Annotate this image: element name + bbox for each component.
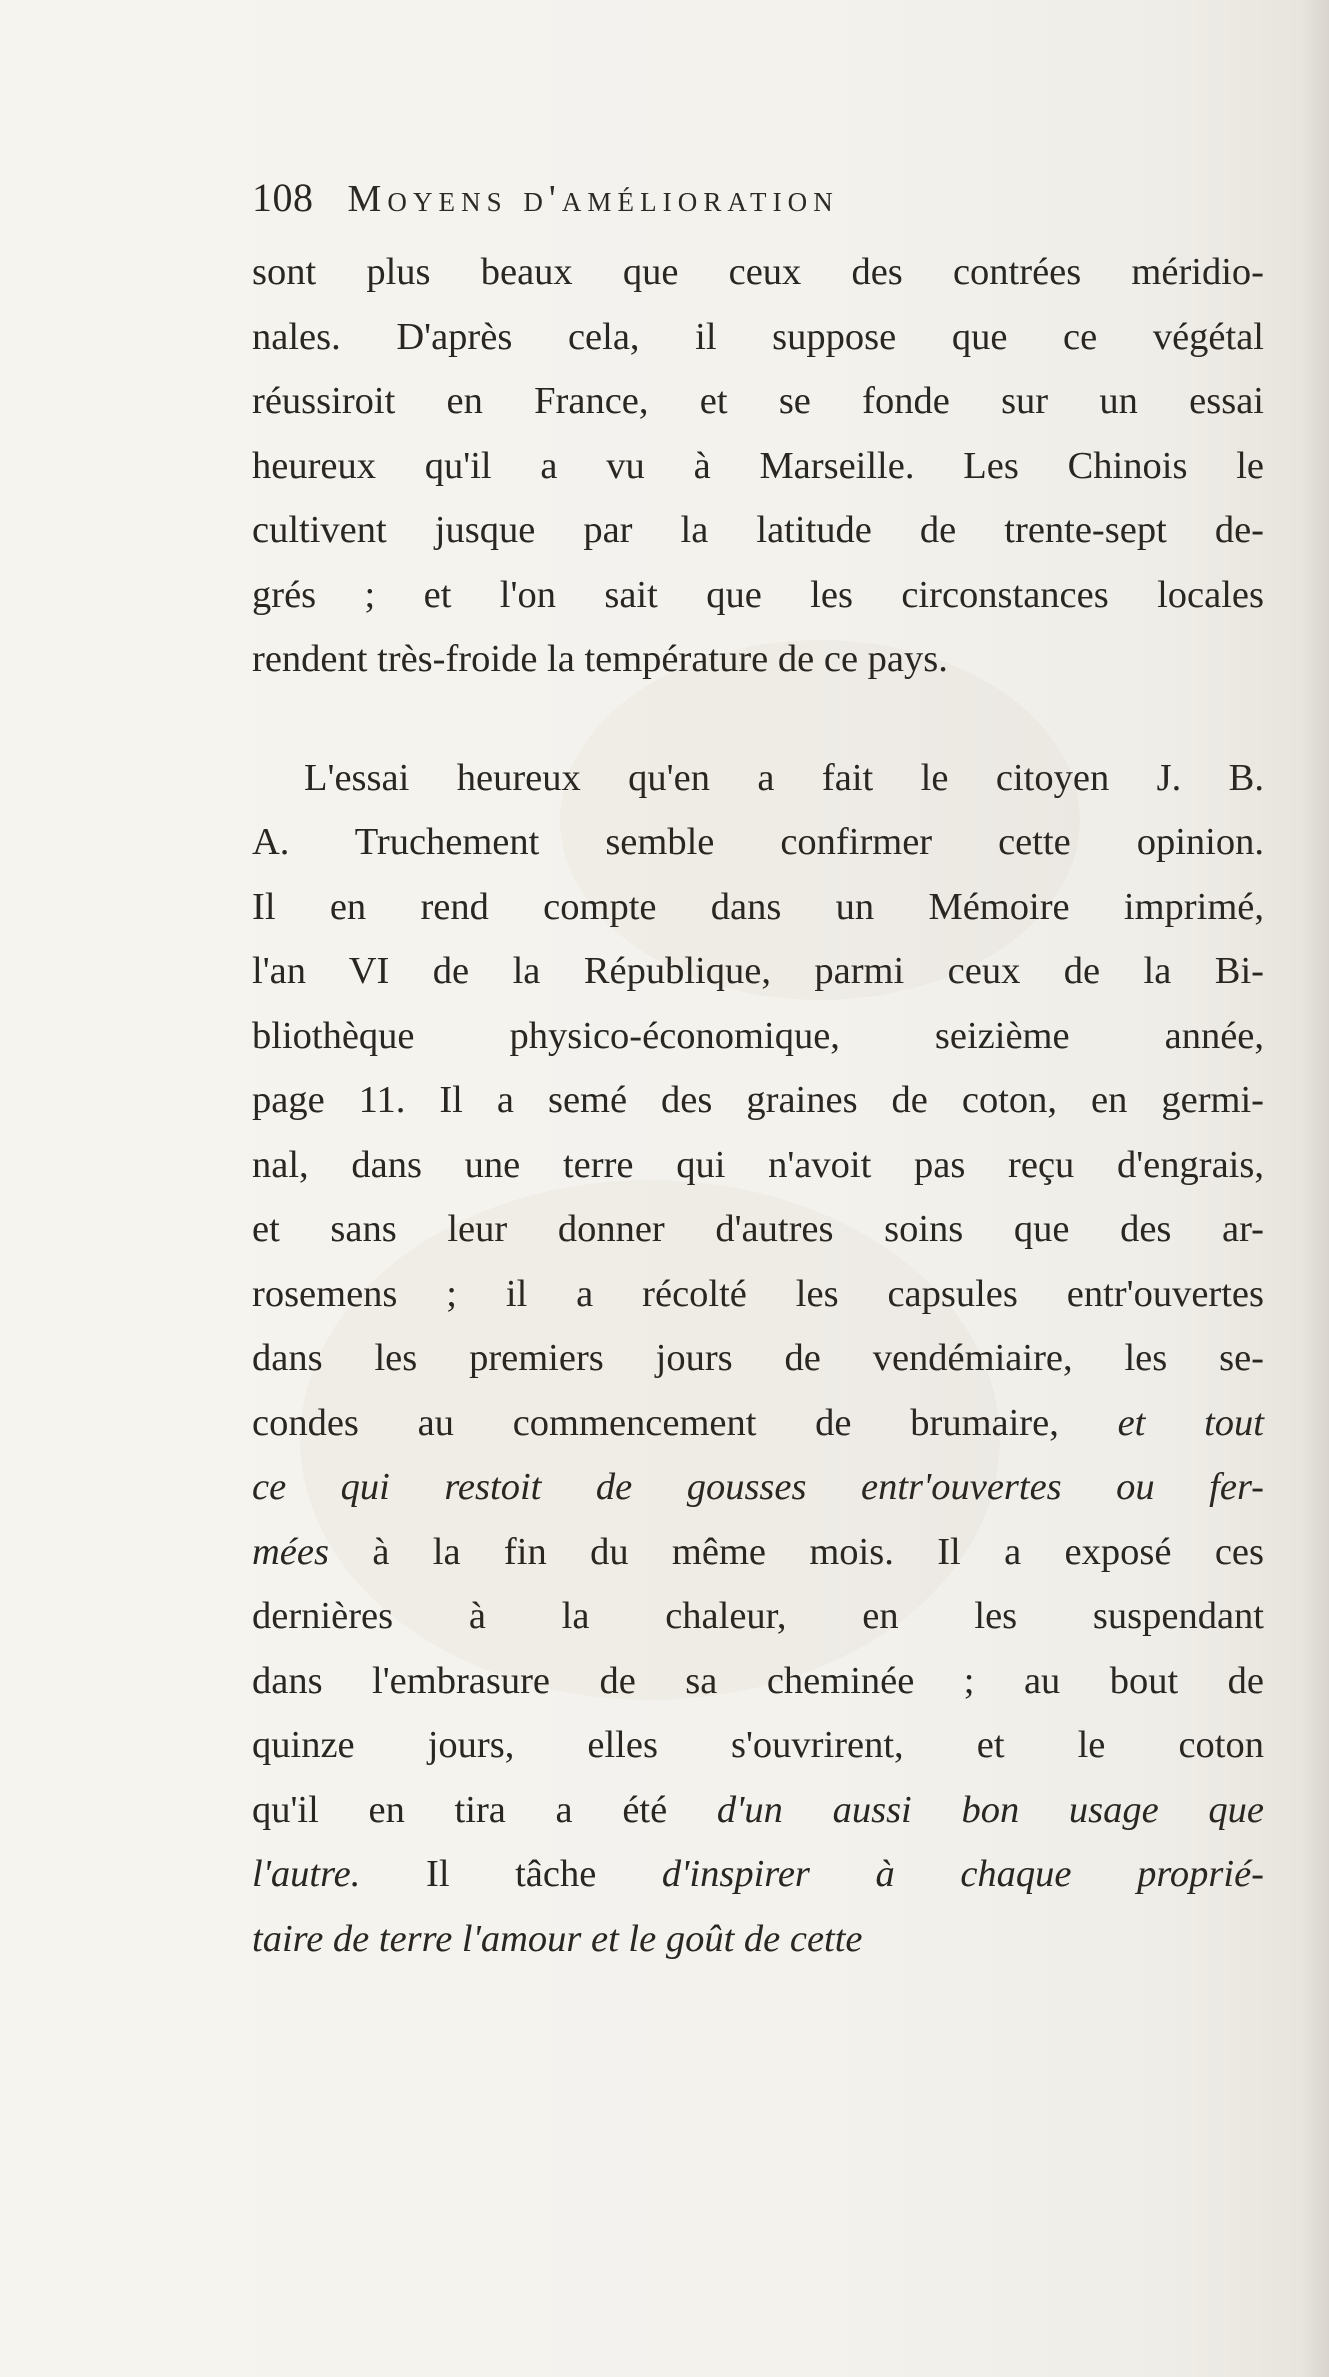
text-line bbox=[252, 1068, 1264, 1133]
page-edge-shadow bbox=[1301, 0, 1329, 2377]
text-line bbox=[252, 1004, 1264, 1069]
text-line bbox=[252, 1713, 1264, 1778]
text-segment: et sans leur donner d'autres soins que des ar- bbox=[252, 1208, 1264, 1250]
text-line bbox=[252, 1778, 1264, 1843]
text-line bbox=[252, 240, 1264, 305]
italic-text: d'un aussi bon usage que bbox=[716, 1788, 1264, 1831]
text-line bbox=[252, 563, 1264, 628]
italic-text: taire de terre l'amour et le goût de cette bbox=[252, 1917, 863, 1960]
text-line bbox=[252, 1391, 1264, 1456]
text-line bbox=[252, 1197, 1264, 1262]
text-segment: Il en rend compte dans un Mémoire imprimé, bbox=[252, 885, 1264, 928]
text-line bbox=[252, 434, 1264, 499]
italic-text: ce qui restoit de gousses entr'ouvertes ou fer- bbox=[252, 1466, 1264, 1508]
text-line bbox=[252, 498, 1264, 563]
running-title: Moyens d'amélioration bbox=[347, 178, 839, 220]
text-segment: à la fin du même mois. Il a exposé ces bbox=[328, 1530, 1264, 1573]
text-segment: nal, dans une terre qui n'avoit pas reçu d'engrais, bbox=[252, 1143, 1264, 1186]
text-segment: réussiroit en France, et se fonde sur un essai bbox=[252, 380, 1264, 422]
text-segment: rendent très-froide la température de ce pays. bbox=[252, 638, 948, 680]
text-line bbox=[252, 1520, 1264, 1585]
italic-text: l'autre. bbox=[252, 1853, 361, 1895]
text-segment: quinze jours, elles s'ouvrirent, et le coton bbox=[252, 1724, 1264, 1766]
text-segment: dans les premiers jours de vendémiaire, les se- bbox=[252, 1337, 1264, 1379]
text-line bbox=[252, 1326, 1264, 1391]
text-line bbox=[252, 875, 1264, 940]
italic-text: et tout bbox=[1117, 1401, 1264, 1444]
text-line bbox=[252, 746, 1264, 811]
text-segment: bliothèque physico-économique, seizième année, bbox=[252, 1014, 1264, 1057]
text-segment: dernières à la chaleur, en les suspendant bbox=[252, 1595, 1264, 1637]
text-line bbox=[252, 1649, 1264, 1714]
text-segment: heureux qu'il a vu à Marseille. Les Chinois le bbox=[252, 444, 1264, 487]
text-line bbox=[252, 1455, 1264, 1520]
text-segment: grés ; et l'on sait que les circonstances locales bbox=[252, 573, 1264, 616]
text-line bbox=[252, 305, 1264, 370]
text-line bbox=[252, 810, 1264, 875]
text-segment: rosemens ; il a récolté les capsules entr'ouvertes bbox=[252, 1272, 1264, 1315]
body-text bbox=[252, 240, 1264, 1971]
text-segment: sont plus beaux que ceux des contrées méridio- bbox=[252, 251, 1264, 293]
text-segment: Il tâche bbox=[360, 1853, 662, 1895]
text-segment: nales. D'après cela, il suppose que ce végétal bbox=[252, 315, 1264, 358]
text-segment: condes au commencement de brumaire, bbox=[252, 1401, 1118, 1444]
text-line bbox=[252, 1842, 1264, 1907]
running-head bbox=[252, 174, 1264, 240]
text-segment: dans l'embrasure de sa cheminée ; au bout de bbox=[252, 1659, 1264, 1702]
italic-text: mées bbox=[252, 1530, 329, 1573]
text-block bbox=[252, 174, 1264, 1971]
paragraph bbox=[252, 746, 1264, 1972]
text-line bbox=[252, 369, 1264, 434]
text-line bbox=[252, 1262, 1264, 1327]
text-line bbox=[252, 1584, 1264, 1649]
text-line bbox=[252, 1133, 1264, 1198]
text-line bbox=[252, 627, 1264, 692]
text-line bbox=[252, 1907, 1264, 1972]
text-segment: cultivent jusque par la latitude de trente-sept de- bbox=[252, 509, 1264, 551]
text-segment: A. Truchement semble confirmer cette opinion. bbox=[252, 821, 1264, 863]
italic-text: d'inspirer à chaque proprié- bbox=[661, 1853, 1264, 1895]
text-segment: page 11. Il a semé des graines de coton, en germi- bbox=[252, 1079, 1264, 1121]
page-number: 108 bbox=[252, 175, 314, 220]
paragraph bbox=[252, 240, 1264, 692]
text-line bbox=[252, 939, 1264, 1004]
text-segment: l'an VI de la République, parmi ceux de la Bi- bbox=[252, 950, 1264, 992]
text-segment: L'essai heureux qu'en a fait le citoyen J. B. bbox=[304, 756, 1264, 799]
paragraph-gap bbox=[252, 692, 1264, 746]
text-segment: qu'il en tira a été bbox=[252, 1788, 717, 1831]
